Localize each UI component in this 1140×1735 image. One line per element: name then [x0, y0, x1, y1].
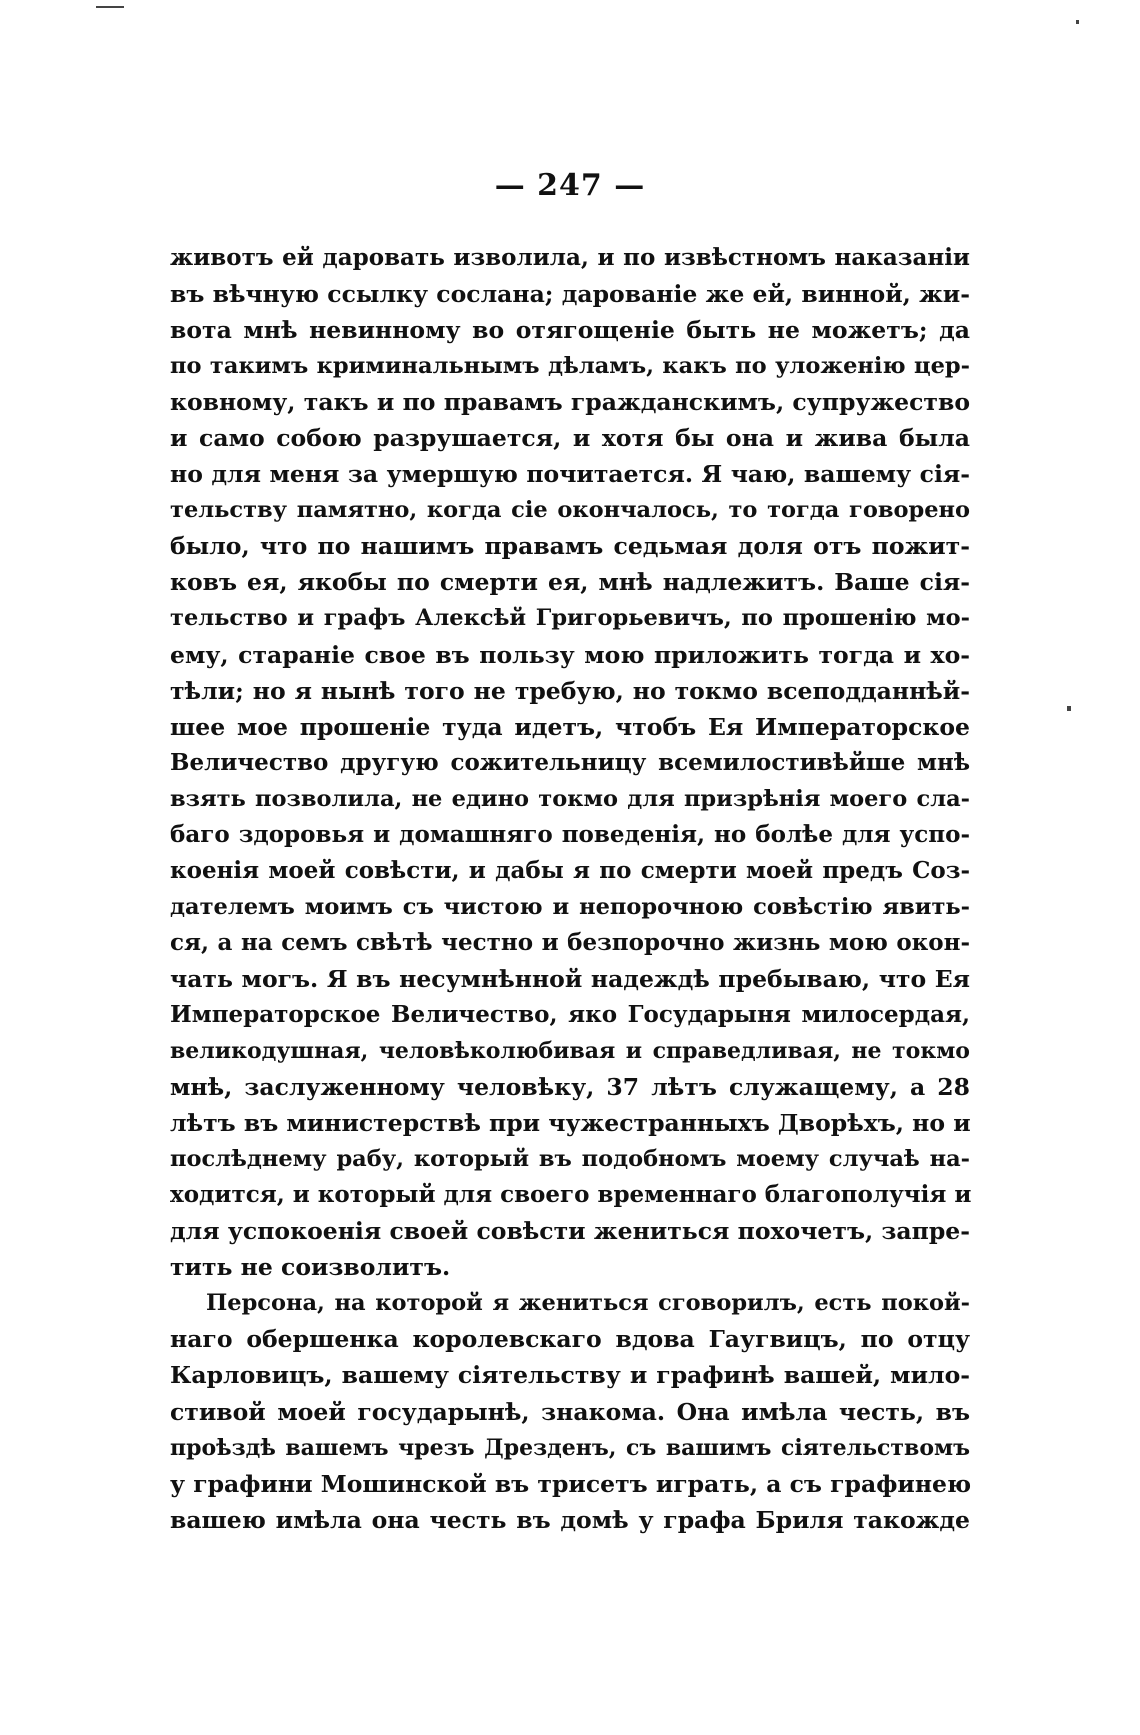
text-line: баго здоровья и домашняго поведенія, но болѣе для успо- [170, 820, 970, 848]
text-line: у графини Мошинской въ трисетъ играть, а съ графинею [170, 1469, 972, 1498]
text-line: для успокоенія своей совѣсти жениться похочетъ, запре- [170, 1217, 970, 1246]
text-line: наго обершенка королевскаго вдова Гаугвицъ, по отцу [170, 1325, 970, 1354]
text-line: но для меня за умершую почитается. Я чаю, вашему сія- [170, 460, 970, 489]
text-line: по такимъ криминальнымъ дѣламъ, какъ по уложенію цер- [170, 353, 970, 380]
text-line: Карловицъ, вашему сіятельству и графинѣ вашей, мило- [170, 1361, 970, 1390]
text-line: послѣднему рабу, который въ подобномъ моему случаѣ на- [170, 1146, 970, 1173]
text-line: проѣздѣ вашемъ чрезъ Дрезденъ, съ вашимъ сіятельствомъ [170, 1434, 970, 1461]
text-line: и само собою разрушается, и хотя бы она и жива была [170, 424, 970, 453]
text-line: тѣли; но я нынѣ того не требую, но токмо всеподданнѣй- [170, 676, 970, 705]
text-line: вашею имѣла она честь въ домѣ у графа Бриля такожде [170, 1505, 970, 1534]
text-line: ковъ ея, якобы по смерти ея, мнѣ надлежитъ. Ваше сія- [170, 568, 970, 597]
text-line: ему, стараніе свое въ пользу мою приложить тогда и хо- [170, 640, 970, 669]
text-line: взять позволила, не едино токмо для призрѣнія моего сла- [170, 785, 970, 812]
text-line: великодушная, человѣколюбивая и справедливая, не токмо [170, 1038, 970, 1065]
text-line: животъ ей даровать изволила, и по извѣстномъ наказаніи [170, 244, 970, 271]
text-line: въ вѣчную ссылку сослана; дарованіе же ей, винной, жи- [170, 280, 970, 309]
body-text [170, 240, 970, 1538]
text-line: мнѣ, заслуженному человѣку, 37 лѣтъ служащему, а 28 [170, 1073, 970, 1102]
text-line: чать могъ. Я въ несумнѣнной надеждѣ пребываю, что Ея [170, 964, 970, 993]
text-line: было, что по нашимъ правамъ седьмая доля отъ пожит- [170, 532, 970, 561]
text-line: ходится, и который для своего временнаго благополучія и [170, 1181, 972, 1209]
scan-edge-mark [1076, 20, 1079, 24]
text-line: ся, а на семъ свѣтѣ честно и безпорочно жизнь мою окон- [170, 928, 970, 956]
page-number: — 247 — [494, 168, 646, 203]
text-line: стивой моей государынѣ, знакома. Она имѣла честь, въ [170, 1397, 970, 1426]
scan-edge-mark [1067, 706, 1071, 711]
text-line: Величество другую сожительницу всемилостивѣйше мнѣ [170, 748, 970, 776]
text-line: тить не соизволитъ. [170, 1253, 451, 1282]
text-line: Императорское Величество, яко Государыня милосердая, [170, 1000, 970, 1028]
text-line: Персона, на которой я жениться сговорилъ, есть покой- [206, 1290, 970, 1317]
text-line: шее мое прошеніе туда идетъ, чтобъ Ея Императорское [170, 712, 970, 741]
text-line: вота мнѣ невинному во отягощеніе быть не можетъ; да [170, 316, 970, 345]
text-line: дателемъ моимъ съ чистою и непорочною совѣстію явить- [170, 893, 970, 920]
text-line: тельство и графъ Алексѣй Григорьевичъ, по прошенію мо- [170, 605, 970, 632]
text-line: ковному, такъ и по правамъ гражданскимъ, супружество [170, 388, 970, 417]
text-line: лѣтъ въ министерствѣ при чужестранныхъ Дворѣхъ, но и [170, 1109, 971, 1138]
text-line: тельству памятно, когда сіе окончалось, то тогда говорено [170, 497, 970, 524]
scan-edge-mark [96, 6, 124, 8]
text-line: коенія моей совѣсти, и дабы я по смерти моей предъ Соз- [170, 856, 970, 884]
